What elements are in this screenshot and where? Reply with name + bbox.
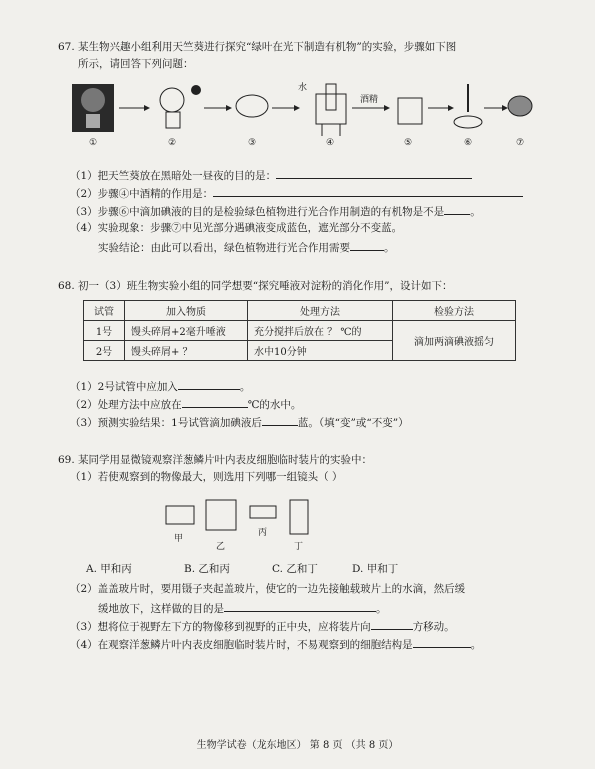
plant-leaves-icon — [81, 88, 105, 112]
answer-blank[interactable] — [276, 167, 472, 179]
option-b[interactable]: B. 乙和丙 — [184, 563, 230, 575]
answer-blank[interactable] — [413, 636, 471, 648]
lens-label-jia: 甲 — [174, 534, 184, 544]
q67-intro-line2: 所示，请回答下列问题： — [78, 58, 194, 70]
step-label-3: ③ — [248, 138, 257, 148]
q69-sub2-line1: （2）盖盖玻片时，要用镊子夹起盖玻片，使它的一边先接触载玻片上的水滴，然后缓 — [70, 583, 466, 595]
step-label-5: ⑤ — [404, 138, 413, 148]
rinse-beaker-icon — [398, 98, 422, 124]
lens-figure — [160, 496, 330, 556]
stained-leaf-icon — [508, 96, 532, 116]
answer-blank[interactable] — [262, 414, 298, 426]
sun-icon — [191, 85, 201, 95]
option-a[interactable]: A. 甲和丙 — [86, 563, 132, 575]
lens-ding-icon — [290, 500, 308, 534]
q69-intro: 69. 某同学用显微镜观察洋葱鳞片叶内表皮细胞临时装片的实验中： — [58, 454, 373, 466]
step-label-1: ① — [89, 138, 98, 148]
q67-sub3: （3）步骤⑥中滴加碘液的目的是检验绿色植物进行光合作用制造的有机物是不是 。 — [70, 203, 481, 219]
plant-icon — [160, 88, 184, 112]
step-label-7: ⑦ — [516, 138, 525, 148]
experiment-steps-figure — [64, 78, 534, 150]
page-footer: 生物学试卷（龙东地区） 第 8 页 （共 8 页） — [196, 740, 399, 751]
q69-sub1: （1）若使观察到的物像最大，则选用下列哪一组镜头（ ） — [70, 471, 343, 483]
step-label-6: ⑥ — [464, 138, 473, 148]
answer-blank[interactable] — [178, 378, 240, 390]
q68-intro: 68. 初一（3）班生物实验小组的同学想要“探究唾液对淀粉的消化作用”，设计如下： — [58, 280, 453, 292]
answer-blank[interactable] — [213, 185, 523, 197]
q67-intro-line1: 67. 某生物兴趣小组利用天竺葵进行探究“绿叶在光下制造有机物”的实验，步骤如下图 — [58, 41, 457, 53]
water-label: 水 — [298, 83, 308, 93]
answer-blank[interactable] — [182, 396, 248, 408]
q67-sub1: （1）把天竺葵放在黑暗处一昼夜的目的是： — [70, 167, 472, 183]
lens-bing-icon — [250, 506, 276, 518]
lens-yi-icon — [206, 500, 236, 530]
answer-blank[interactable] — [444, 203, 470, 215]
q67-sub2: （2）步骤④中酒精的作用是： — [70, 185, 523, 201]
q69-sub2-line2: 缓地放下，这样做的目的是 。 — [98, 600, 387, 616]
experiment-table — [83, 300, 516, 361]
q68-sub1: （1）2号试管中应加入 。 — [70, 378, 250, 394]
q69-sub3: （3）想将位于视野左下方的物像移到视野的正中央，应将装片向 方移动。 — [70, 618, 455, 634]
lens-jia-icon — [166, 506, 194, 524]
leaf-icon — [236, 95, 268, 117]
answer-blank[interactable] — [224, 600, 376, 612]
answer-blank[interactable] — [371, 618, 413, 630]
table-row: 1号 馒头碎屑+2毫升唾液 充分搅拌后放在 ？ ℃的 滴加两滴碘液摇匀 — [84, 321, 516, 341]
q69-sub4: （4）在观察洋葱鳞片叶内表皮细胞临时装片时，不易观察到的细胞结构是 。 — [70, 636, 481, 652]
lens-label-yi: 乙 — [216, 542, 226, 552]
beaker-icon — [316, 94, 346, 124]
table-header-row: 试管 加入物质 处理方法 检验方法 — [84, 301, 516, 321]
q67-conclusion: 实验结论：由此可以看出，绿色植物进行光合作用需要 。 — [98, 239, 395, 255]
objective-eyepiece-illustration — [160, 496, 330, 556]
alcohol-label: 酒精 — [360, 95, 379, 105]
table-row: 2号 馒头碎屑+ ？ 水中10分钟 — [84, 341, 516, 361]
answer-blank[interactable] — [350, 239, 384, 251]
lens-label-ding: 丁 — [294, 542, 304, 552]
step-label-2: ② — [168, 138, 177, 148]
q67-sub4: （4）实验现象：步骤⑦中见光部分遇碘液变成蓝色，遮光部分不变蓝。 — [70, 222, 403, 234]
option-d[interactable]: D. 甲和丁 — [352, 563, 399, 575]
step-label-4: ④ — [326, 138, 335, 148]
q68-sub2: （2）处理方法中应放在 ℃的水中。 — [70, 396, 301, 412]
lens-label-bing: 丙 — [258, 528, 268, 538]
q68-sub3: （3）预测实验结果：1号试管滴加碘液后 蓝。（填“变”或“不变”） — [70, 414, 409, 430]
option-c[interactable]: C. 乙和丁 — [272, 563, 318, 575]
